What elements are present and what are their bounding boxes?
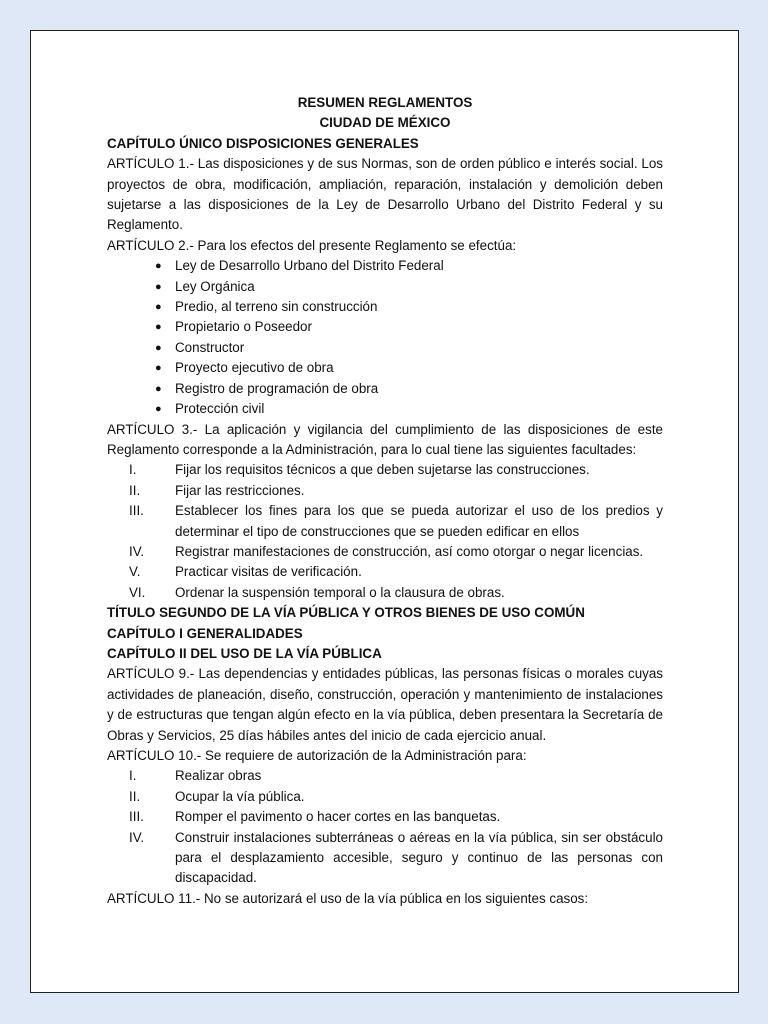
list-item-text: Construir instalaciones subterráneas o aéreas en la vía pública, sin ser obstáculo para el desplazamiento accesible, seguro y continuo de las personas con discapacidad. — [175, 829, 663, 886]
list-item — [107, 297, 663, 317]
document-content — [107, 93, 663, 909]
list-item-number: I. — [129, 462, 137, 478]
article-9: ARTÍCULO 9.- Las dependencias y entidades públicas, las personas físicas o morales cuyas actividades de planeación, diseño, construcción, operación y mantenimiento de instalaciones y de estructuras que tengan algún efecto en la vía pública, deben presentara la Secretaría de Obras y Servicios, 25 días hábiles antes del inicio de cada ejercicio anual. — [107, 666, 663, 743]
list-item-text: Ley Orgánica — [175, 278, 255, 294]
list-item-text: Registro de programación de obra — [175, 380, 379, 396]
list-item-number: III. — [129, 503, 144, 519]
bullet-icon: ● — [155, 341, 162, 354]
list-item — [107, 379, 663, 399]
article-10-list — [107, 766, 663, 888]
bullet-icon: ● — [155, 362, 162, 375]
list-item-text: Ley de Desarrollo Urbano del Distrito Federal — [175, 258, 444, 274]
list-item-text: Practicar visitas de verificación. — [175, 564, 362, 580]
list-item — [107, 399, 663, 419]
list-item-number: II. — [129, 482, 141, 498]
document-subtitle: CIUDAD DE MÉXICO — [319, 115, 451, 131]
chapter-heading: CAPÍTULO ÚNICO DISPOSICIONES GENERALES — [107, 135, 419, 151]
article-2-list — [107, 256, 663, 419]
article-1: ARTÍCULO 1.- Las disposiciones y de sus Normas, son de orden público e interés social. Los proyectos de obra, modificación, ampliación, reparación, instalación y demolición deben sujetarse a las disposiciones de la Ley de Desarrollo Urbano del Distrito Federal y su Reglamento. — [107, 156, 663, 233]
list-item — [107, 481, 663, 501]
list-item — [107, 338, 663, 358]
list-item-number: II. — [129, 788, 141, 804]
list-item-text: Registrar manifestaciones de construcción, así como otorgar o negar licencias. — [175, 543, 644, 559]
list-item — [107, 460, 663, 480]
article-2: ARTÍCULO 2.- Para los efectos del presente Reglamento se efectúa: — [107, 237, 517, 253]
bullet-icon: ● — [155, 301, 162, 314]
chapter-heading: CAPÍTULO I GENERALIDADES — [107, 625, 303, 641]
title-heading: TÍTULO SEGUNDO DE LA VÍA PÚBLICA Y OTROS BIENES DE USO COMÚN — [107, 605, 585, 621]
list-item-text: Establecer los fines para los que se pueda autorizar el uso de los predios y determinar el tipo de construcciones que se pueden edificar en ellos — [175, 503, 663, 539]
bullet-icon: ● — [155, 403, 162, 416]
article-3: ARTÍCULO 3.- La aplicación y vigilancia del cumplimiento de las disposiciones de este Reglamento corresponde a la Administración, para lo cual tiene las siguientes facultades: — [107, 421, 663, 457]
list-item-text: Realizar obras — [175, 768, 262, 784]
list-item — [107, 766, 663, 786]
list-item-text: Fijar las restricciones. — [175, 482, 305, 498]
chapter-heading: CAPÍTULO II DEL USO DE LA VÍA PÚBLICA — [107, 645, 382, 661]
list-item — [107, 501, 663, 542]
list-item-text: Predio, al terreno sin construcción — [175, 299, 378, 315]
list-item-number: V. — [129, 564, 141, 580]
list-item-text: Fijar los requisitos técnicos a que deben sujetarse las construcciones. — [175, 462, 590, 478]
bullet-icon: ● — [155, 321, 162, 334]
list-item-text: Propietario o Poseedor — [175, 319, 312, 335]
list-item — [107, 277, 663, 297]
document-page — [30, 30, 739, 993]
list-item-text: Proyecto ejecutivo de obra — [175, 360, 334, 376]
list-item — [107, 317, 663, 337]
document-title: RESUMEN REGLAMENTOS — [297, 95, 473, 110]
list-item — [107, 583, 663, 603]
article-11: ARTÍCULO 11.- No se autorizará el uso de la vía pública en los siguientes casos: — [107, 890, 589, 906]
list-item — [107, 562, 663, 582]
list-item — [107, 828, 663, 889]
list-item — [107, 807, 663, 827]
list-item-number: VI. — [129, 584, 146, 600]
list-item-number: I. — [129, 768, 137, 784]
bullet-icon: ● — [155, 260, 162, 273]
list-item — [107, 542, 663, 562]
article-10: ARTÍCULO 10.- Se requiere de autorización de la Administración para: — [107, 748, 527, 763]
list-item-number: IV. — [129, 829, 145, 845]
list-item — [107, 358, 663, 378]
list-item-number: III. — [129, 809, 144, 825]
bullet-icon: ● — [155, 382, 162, 395]
article-3-list — [107, 460, 663, 603]
list-item-number: IV. — [129, 543, 145, 559]
list-item-text: Protección civil — [175, 401, 265, 417]
list-item — [107, 256, 663, 276]
list-item — [107, 787, 663, 807]
list-item-text: Romper el pavimento o hacer cortes en las banquetas. — [175, 809, 501, 825]
list-item-text: Ocupar la vía pública. — [175, 788, 305, 804]
list-item-text: Ordenar la suspensión temporal o la clausura de obras. — [175, 584, 505, 600]
list-item-text: Constructor — [175, 339, 245, 355]
bullet-icon: ● — [155, 280, 162, 293]
